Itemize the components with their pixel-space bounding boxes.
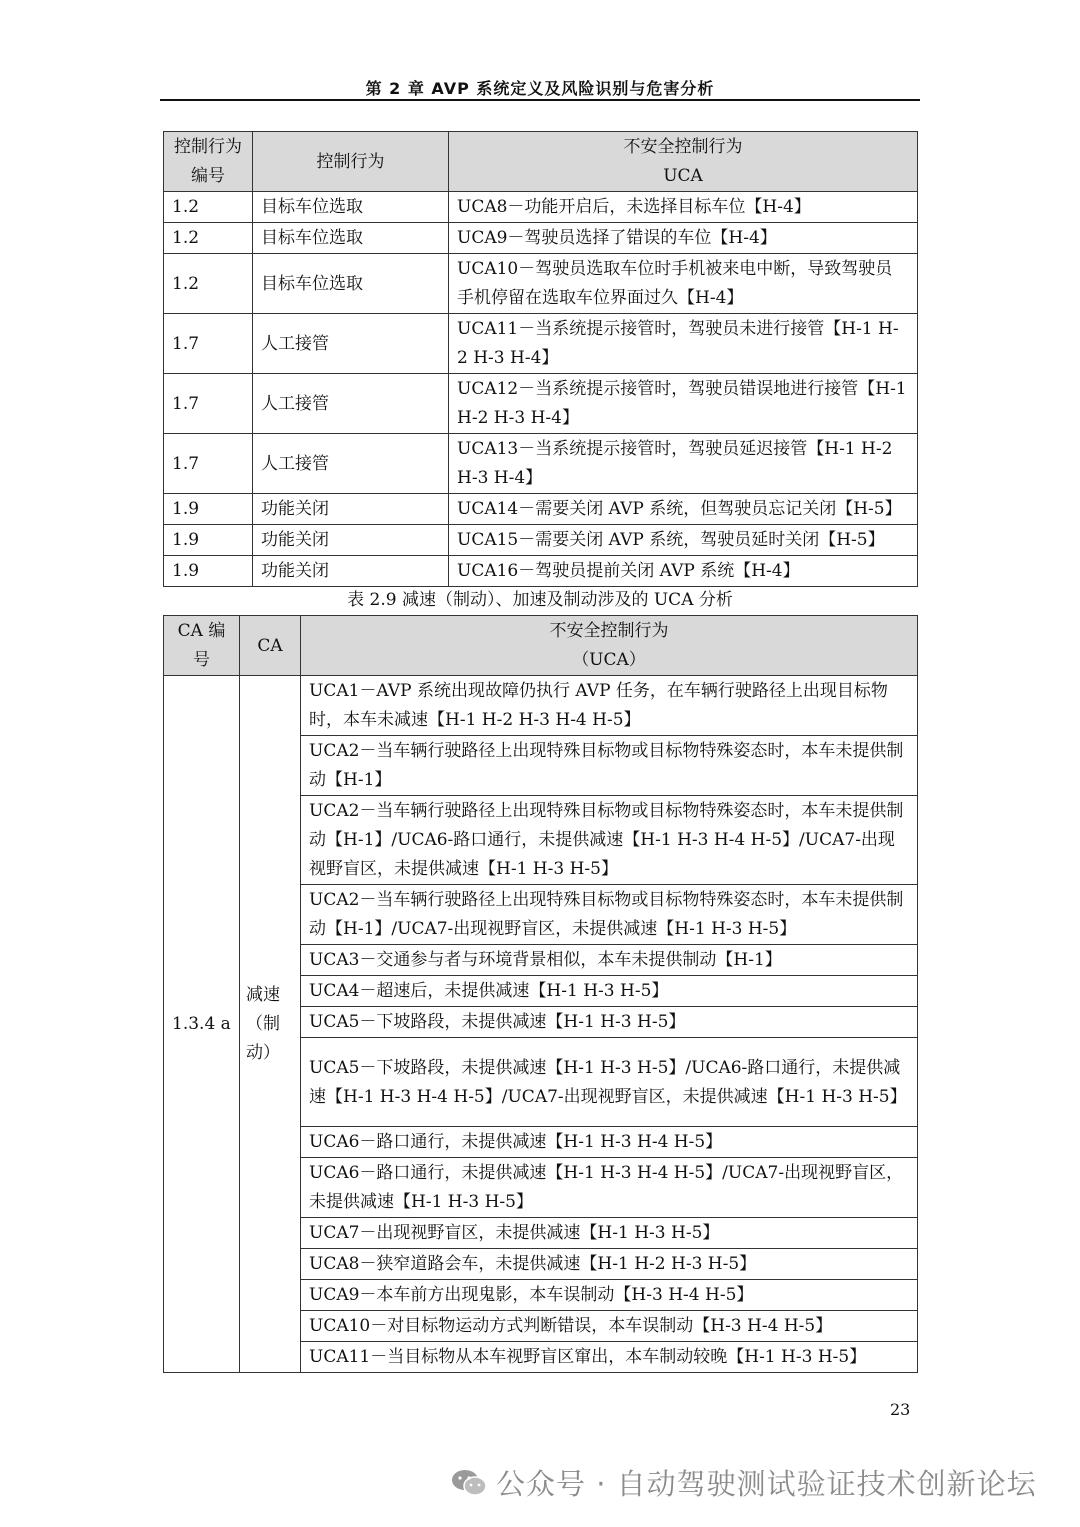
uca-cell: UCA3－交通参与者与环境背景相似，本车未提供制动【H-1】	[301, 945, 918, 976]
control-id-cell: 1.9	[164, 556, 253, 587]
control-action-cell: 目标车位选取	[253, 254, 449, 314]
chapter-header: 第 2 章 AVP 系统定义及风险识别与危害分析	[365, 79, 715, 98]
uca-cell: UCA9－本车前方出现鬼影，本车误制动【H-3 H-4 H-5】	[301, 1280, 918, 1311]
uca-cell: UCA1－AVP 系统出现故障仍执行 AVP 任务，在车辆行驶路径上出现目标物时，本车未减速【H-1 H-2 H-3 H-4 H-5】	[301, 676, 918, 736]
control-id-cell: 1.2	[164, 223, 253, 254]
header-ca-id: CA 编号	[164, 616, 240, 676]
header-ca: CA	[240, 616, 301, 676]
uca-cell: UCA11－当目标物从本车视野盲区窜出，本车制动较晚【H-1 H-3 H-5】	[301, 1342, 918, 1373]
header-uca-line2: （UCA）	[572, 650, 646, 670]
table-row	[164, 676, 918, 736]
uca-cell: UCA8－狭窄道路会车，未提供减速【H-1 H-2 H-3 H-5】	[301, 1249, 918, 1280]
watermark	[450, 1462, 1037, 1503]
ca-id-cell: 1.3.4 a	[164, 676, 240, 1373]
table-row	[164, 254, 918, 314]
uca-cell: UCA16－驾驶员提前关闭 AVP 系统【H-4】	[449, 556, 918, 587]
header-uca-line1: 不安全控制行为	[623, 137, 743, 157]
watermark-text: 公众号 · 自动驾驶测试验证技术创新论坛	[496, 1467, 1037, 1501]
uca-cell: UCA8－功能开启后，未选择目标车位【H-4】	[449, 192, 918, 223]
header-uca	[301, 616, 918, 676]
table1-header-row	[164, 132, 918, 192]
table-row	[164, 434, 918, 494]
uca-cell: UCA12－当系统提示接管时，驾驶员错误地进行接管【H-1 H-2 H-3 H-4】	[449, 374, 918, 434]
uca-cell: UCA6－路口通行，未提供减速【H-1 H-3 H-4 H-5】	[301, 1127, 918, 1158]
table-row	[164, 494, 918, 525]
control-action-cell: 人工接管	[253, 314, 449, 374]
uca-cell: UCA9－驾驶员选择了错误的车位【H-4】	[449, 223, 918, 254]
uca-table-1	[163, 131, 918, 587]
control-id-cell: 1.9	[164, 494, 253, 525]
control-action-cell: 功能关闭	[253, 556, 449, 587]
uca-cell: UCA4－超速后，未提供减速【H-1 H-3 H-5】	[301, 976, 918, 1007]
control-id-cell: 1.2	[164, 254, 253, 314]
table-row	[164, 223, 918, 254]
table-row	[164, 525, 918, 556]
uca-cell: UCA2－当车辆行驶路径上出现特殊目标物或目标物特殊姿态时，本车未提供制动【H-1】	[301, 736, 918, 796]
control-action-cell: 目标车位选取	[253, 223, 449, 254]
uca-cell: UCA13－当系统提示接管时，驾驶员延迟接管【H-1 H-2 H-3 H-4】	[449, 434, 918, 494]
uca-cell: UCA11－当系统提示接管时，驾驶员未进行接管【H-1 H-2 H-3 H-4】	[449, 314, 918, 374]
table-caption: 表 2.9 减速（制动）、加速及制动涉及的 UCA 分析	[347, 590, 733, 610]
uca-cell: UCA7－出现视野盲区，未提供减速【H-1 H-3 H-5】	[301, 1218, 918, 1249]
control-id-cell: 1.2	[164, 192, 253, 223]
header-uca-line1: 不安全控制行为	[549, 621, 669, 641]
wechat-icon	[450, 1468, 488, 1498]
uca-cell: UCA5－下坡路段，未提供减速【H-1 H-3 H-5】	[301, 1007, 918, 1038]
control-id-cell: 1.7	[164, 374, 253, 434]
header-control-id: 控制行为编号	[164, 132, 253, 192]
table-row	[164, 556, 918, 587]
uca-table-2	[163, 615, 918, 1373]
control-id-cell: 1.7	[164, 314, 253, 374]
table-row	[164, 314, 918, 374]
uca-cell: UCA10－对目标物运动方式判断错误，本车误制动【H-3 H-4 H-5】	[301, 1311, 918, 1342]
control-id-cell: 1.9	[164, 525, 253, 556]
control-action-cell: 功能关闭	[253, 525, 449, 556]
uca-cell: UCA2－当车辆行驶路径上出现特殊目标物或目标物特殊姿态时，本车未提供制动【H-1】/UCA7-出现视野盲区，未提供减速【H-1 H-3 H-5】	[301, 885, 918, 945]
page-number: 23	[890, 1400, 911, 1419]
uca-cell: UCA15－需要关闭 AVP 系统，驾驶员延时关闭【H-5】	[449, 525, 918, 556]
control-action-cell: 人工接管	[253, 374, 449, 434]
control-action-cell: 功能关闭	[253, 494, 449, 525]
control-action-cell: 人工接管	[253, 434, 449, 494]
uca-cell: UCA14－需要关闭 AVP 系统，但驾驶员忘记关闭【H-5】	[449, 494, 918, 525]
header-uca	[449, 132, 918, 192]
control-action-cell: 目标车位选取	[253, 192, 449, 223]
header-rule	[160, 99, 920, 101]
ca-name-cell: 减速（制动）	[240, 676, 301, 1373]
header-control-action: 控制行为	[253, 132, 449, 192]
uca-cell: UCA6－路口通行，未提供减速【H-1 H-3 H-4 H-5】/UCA7-出现视野盲区，未提供减速【H-1 H-3 H-5】	[301, 1158, 918, 1218]
control-id-cell: 1.7	[164, 434, 253, 494]
uca-cell: UCA10－驾驶员选取车位时手机被来电中断，导致驾驶员手机停留在选取车位界面过久【H-4】	[449, 254, 918, 314]
table-row	[164, 192, 918, 223]
uca-cell: UCA5－下坡路段，未提供减速【H-1 H-3 H-5】/UCA6-路口通行，未提供减速【H-1 H-3 H-4 H-5】/UCA7-出现视野盲区，未提供减速【H-1 H-3 H-5】	[301, 1038, 918, 1127]
table2-header-row	[164, 616, 918, 676]
table-row	[164, 374, 918, 434]
header-uca-line2: UCA	[663, 166, 703, 186]
uca-cell: UCA2－当车辆行驶路径上出现特殊目标物或目标物特殊姿态时，本车未提供制动【H-1】/UCA6-路口通行，未提供减速【H-1 H-3 H-4 H-5】/UCA7-出现视野盲区，未提供减速【H-1 H-3 H-5】	[301, 796, 918, 885]
